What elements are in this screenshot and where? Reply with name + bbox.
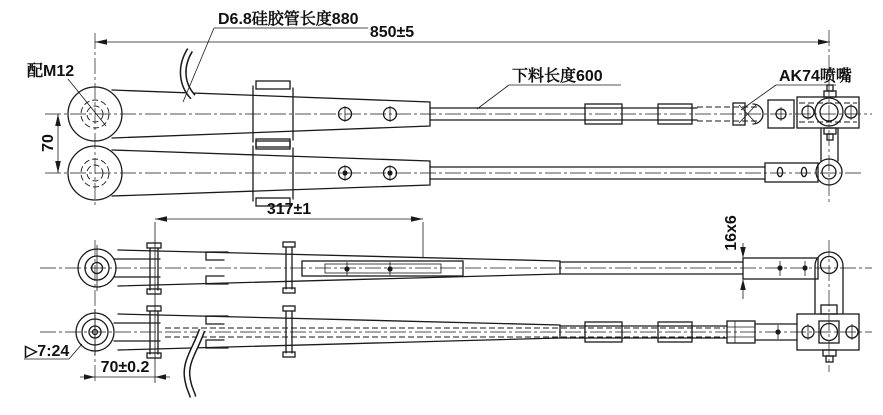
dim-spacing-text: 70 xyxy=(40,134,57,152)
dim-offset-text: 70±0.2 xyxy=(100,359,150,376)
dim-overall-text: 850±5 xyxy=(369,24,415,41)
dim-section-text: 16x6 xyxy=(723,215,740,251)
fit-label-text: 配M12 xyxy=(27,63,75,80)
dim-span-text: 317±1 xyxy=(266,201,312,218)
taper-label-text: ▷7:24 xyxy=(25,343,70,360)
hose-label-text: D6.8硅胶管长度880 xyxy=(218,11,359,28)
nozzle-label-text: AK74喷嘴 xyxy=(779,68,852,85)
blank-label-text: 下料长度600 xyxy=(512,68,603,85)
